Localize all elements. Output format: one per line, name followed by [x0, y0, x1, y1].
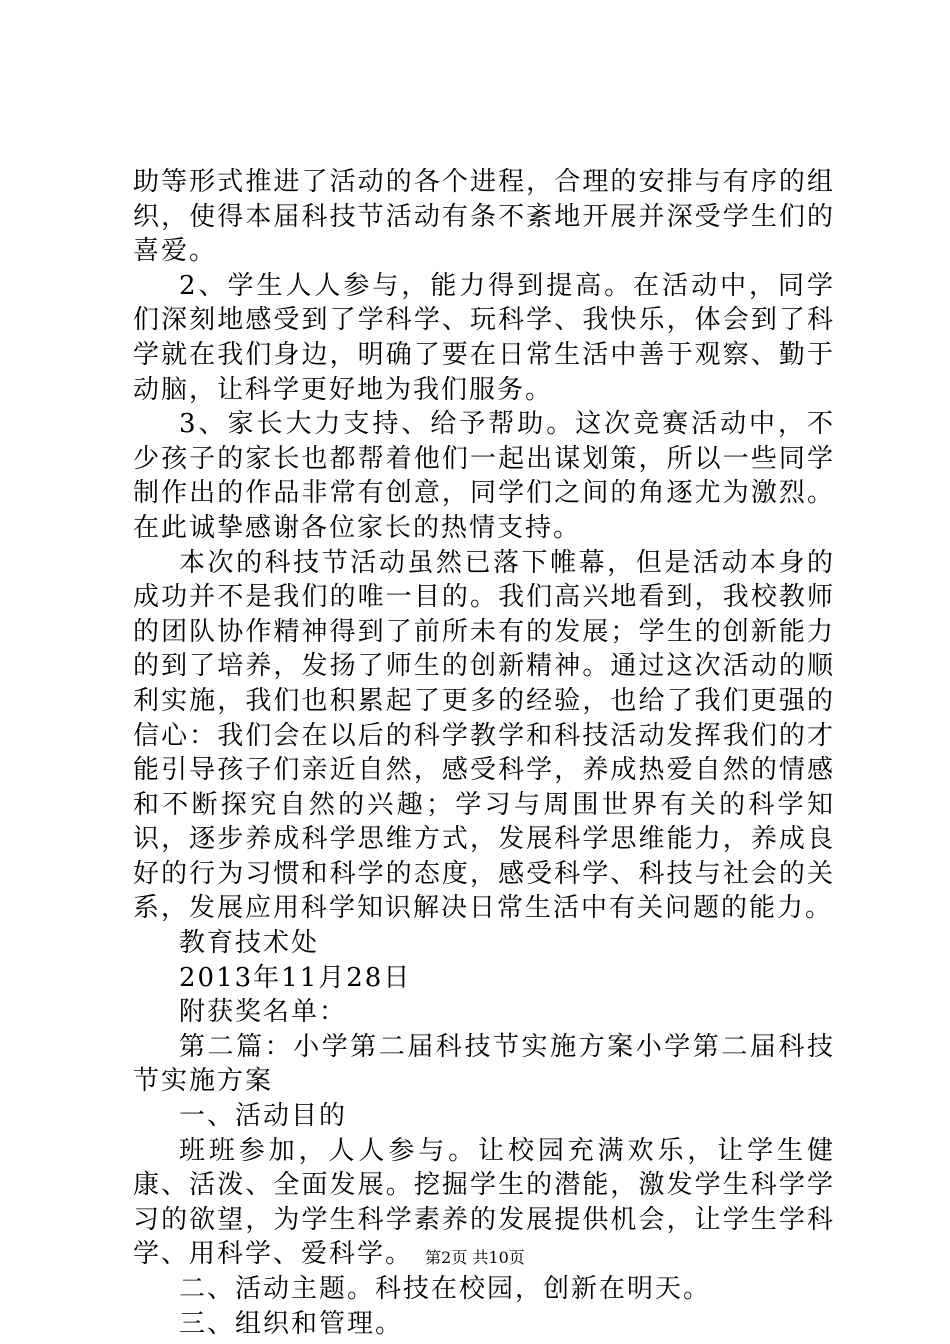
paragraph-activity-purpose: 班班参加，人人参与。让校园充满欢乐，让学生健康、活泼、全面发展。挖掘学生的潜能，激发学生科学学习的欲望，为学生科学素养的发展提供机会，让学生学科学、用科学、爱科学。 — [133, 1135, 835, 1270]
page-number: 第2页 共10页 — [425, 1248, 525, 1267]
section-heading-part-two: 第二篇：小学第二届科技节实施方案小学第二届科技节实施方案 — [133, 1031, 835, 1097]
signature-date: 2013年11月28日 — [179, 962, 412, 993]
attachment-note: 附获奖名单： — [179, 997, 348, 1028]
heading-organization: 三、组织和管理。 — [179, 1308, 404, 1339]
page-footer — [0, 1245, 950, 1268]
paragraph-summary: 本次的科技节活动虽然已落下帷幕，但是活动本身的成功并不是我们的唯一目的。我们高兴地看到，我校教师的团队协作精神得到了前所未有的发展；学生的创新能力的到了培养，发扬了师生的创新精神。通过这次活动的顺利实施，我们也积累起了更多的经验，也给了我们更强的信心：我们会在以后的科学教学和科技活动发挥我们的才能引导孩子们亲近自然，感受科学，养成热爱自然的情感和不断探究自然的兴趣；学习与周围世界有关的科学知识，逐步养成科学思维方式，发展科学思维能力，养成良好的行为习惯和科学的态度，感受科学、科技与社会的关系，发展应用科学知识解决日常生活中有关问题的能力。 — [133, 547, 835, 924]
signature-department: 教育技术处 — [179, 928, 320, 959]
paragraph-point-2: 2、学生人人参与，能力得到提高。在活动中，同学们深刻地感受到了学科学、玩科学、我快乐，体会到了科学就在我们身边，明确了要在日常生活中善于观察、勤于动脑，让科学更好地为我们服务。 — [133, 270, 835, 405]
paragraph-point-3: 3、家长大力支持、给予帮助。这次竞赛活动中，不少孩子的家长也都帮着他们一起出谋划策，所以一些同学制作出的作品非常有创意，同学们之间的角逐尤为激烈。在此诚挚感谢各位家长的热情支持。 — [133, 409, 835, 543]
document-body — [133, 165, 835, 1341]
paragraph-continuation: 助等形式推进了活动的各个进程，合理的安排与有序的组织，使得本届科技节活动有条不紊地开展并深受学生们的喜爱。 — [133, 167, 835, 267]
heading-activity-theme: 二、活动主题。科技在校园，创新在明天。 — [179, 1274, 712, 1304]
heading-activity-purpose: 一、活动目的 — [179, 1101, 348, 1132]
